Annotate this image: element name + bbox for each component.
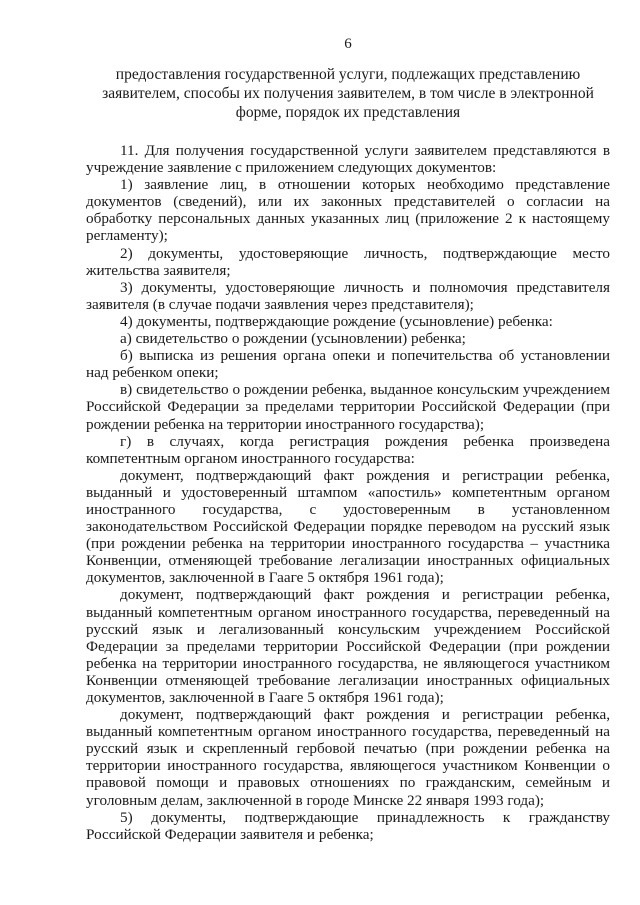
paragraph-item-4g: г) в случаях, когда регистрация рождения ребенка произведена компетентным органом иностранного государства:: [86, 432, 610, 467]
document-body: [86, 142, 610, 843]
paragraph-item-4b: б) выписка из решения органа опеки и попечительства об установлении над ребенком опеки;: [86, 347, 610, 382]
paragraph-document-apostille: документ, подтверждающий факт рождения и регистрации ребенка, выданный и удостоверенный штампом «апостиль» компетентным органом иностранного государства, с удостоверенным в установленном законодательством Российской Федерации порядке переводом на русский язык (при рождении ребенка на территории иностранного государства – участника Конвенции, отменяющей требование легализации иностранных официальных документов, заключенной в Гааге 5 октября 1961 года);: [86, 466, 610, 587]
paragraph-item-5: 5) документы, подтверждающие принадлежность к гражданству Российской Федерации заявителя и ребенка;: [86, 808, 610, 843]
paragraph-item-1: 1) заявление лиц, в отношении которых необходимо представление документов (сведений), или их законных представителей о согласии на обработку персональных данных указанных лиц (приложение 2 к настоящему регламенту);: [86, 176, 610, 245]
paragraph-11: 11. Для получения государственной услуги заявителем представляются в учреждение заявление с приложением следующих документов:: [86, 142, 610, 177]
paragraph-item-4: 4) документы, подтверждающие рождение (усыновление) ребенка:: [120, 312, 553, 330]
section-heading: предоставления государственной услуги, подлежащих представлению заявителем, способы их получения заявителем, в том числе в электронной форме, порядок их представления: [102, 66, 594, 121]
paragraph-item-4v: в) свидетельство о рождении ребенка, выданное консульским учреждением Российской Федерации за пределами территории Российской Федерации (при рождении ребенка на территории иностранного государства);: [86, 381, 610, 433]
paragraph-document-sealed: документ, подтверждающий факт рождения и регистрации ребенка, выданный компетентным органом иностранного государства, переведенный на русский язык и скрепленный гербовой печатью (при рождении ребенка на территории иностранного государства, являющегося участником Конвенции о правовой помощи и правовых отношениях по гражданским, семейным и уголовным делам, заключенной в городе Минске 22 января 1993 года);: [86, 706, 610, 809]
paragraph-document-legalized: документ, подтверждающий факт рождения и регистрации ребенка, выданный компетентным органом иностранного государства, переведенный на русский язык и легализованный консульским учреждением Российской Федерации за пределами территории Российской Федерации (при рождении ребенка на территории иностранного государства, не являющегося участником Конвенции отменяющей требование легализации иностранных официальных документов, заключенной в Гааге 5 октября 1961 года);: [86, 586, 610, 706]
paragraph-item-3: 3) документы, удостоверяющие личность и полномочия представителя заявителя (в случае подачи заявления через представителя);: [86, 278, 610, 313]
page-number: 6: [344, 36, 352, 52]
paragraph-item-2: 2) документы, удостоверяющие личность, подтверждающие место жительства заявителя;: [86, 244, 610, 279]
paragraph-item-4a: а) свидетельство о рождении (усыновлении) ребенка;: [120, 330, 466, 348]
